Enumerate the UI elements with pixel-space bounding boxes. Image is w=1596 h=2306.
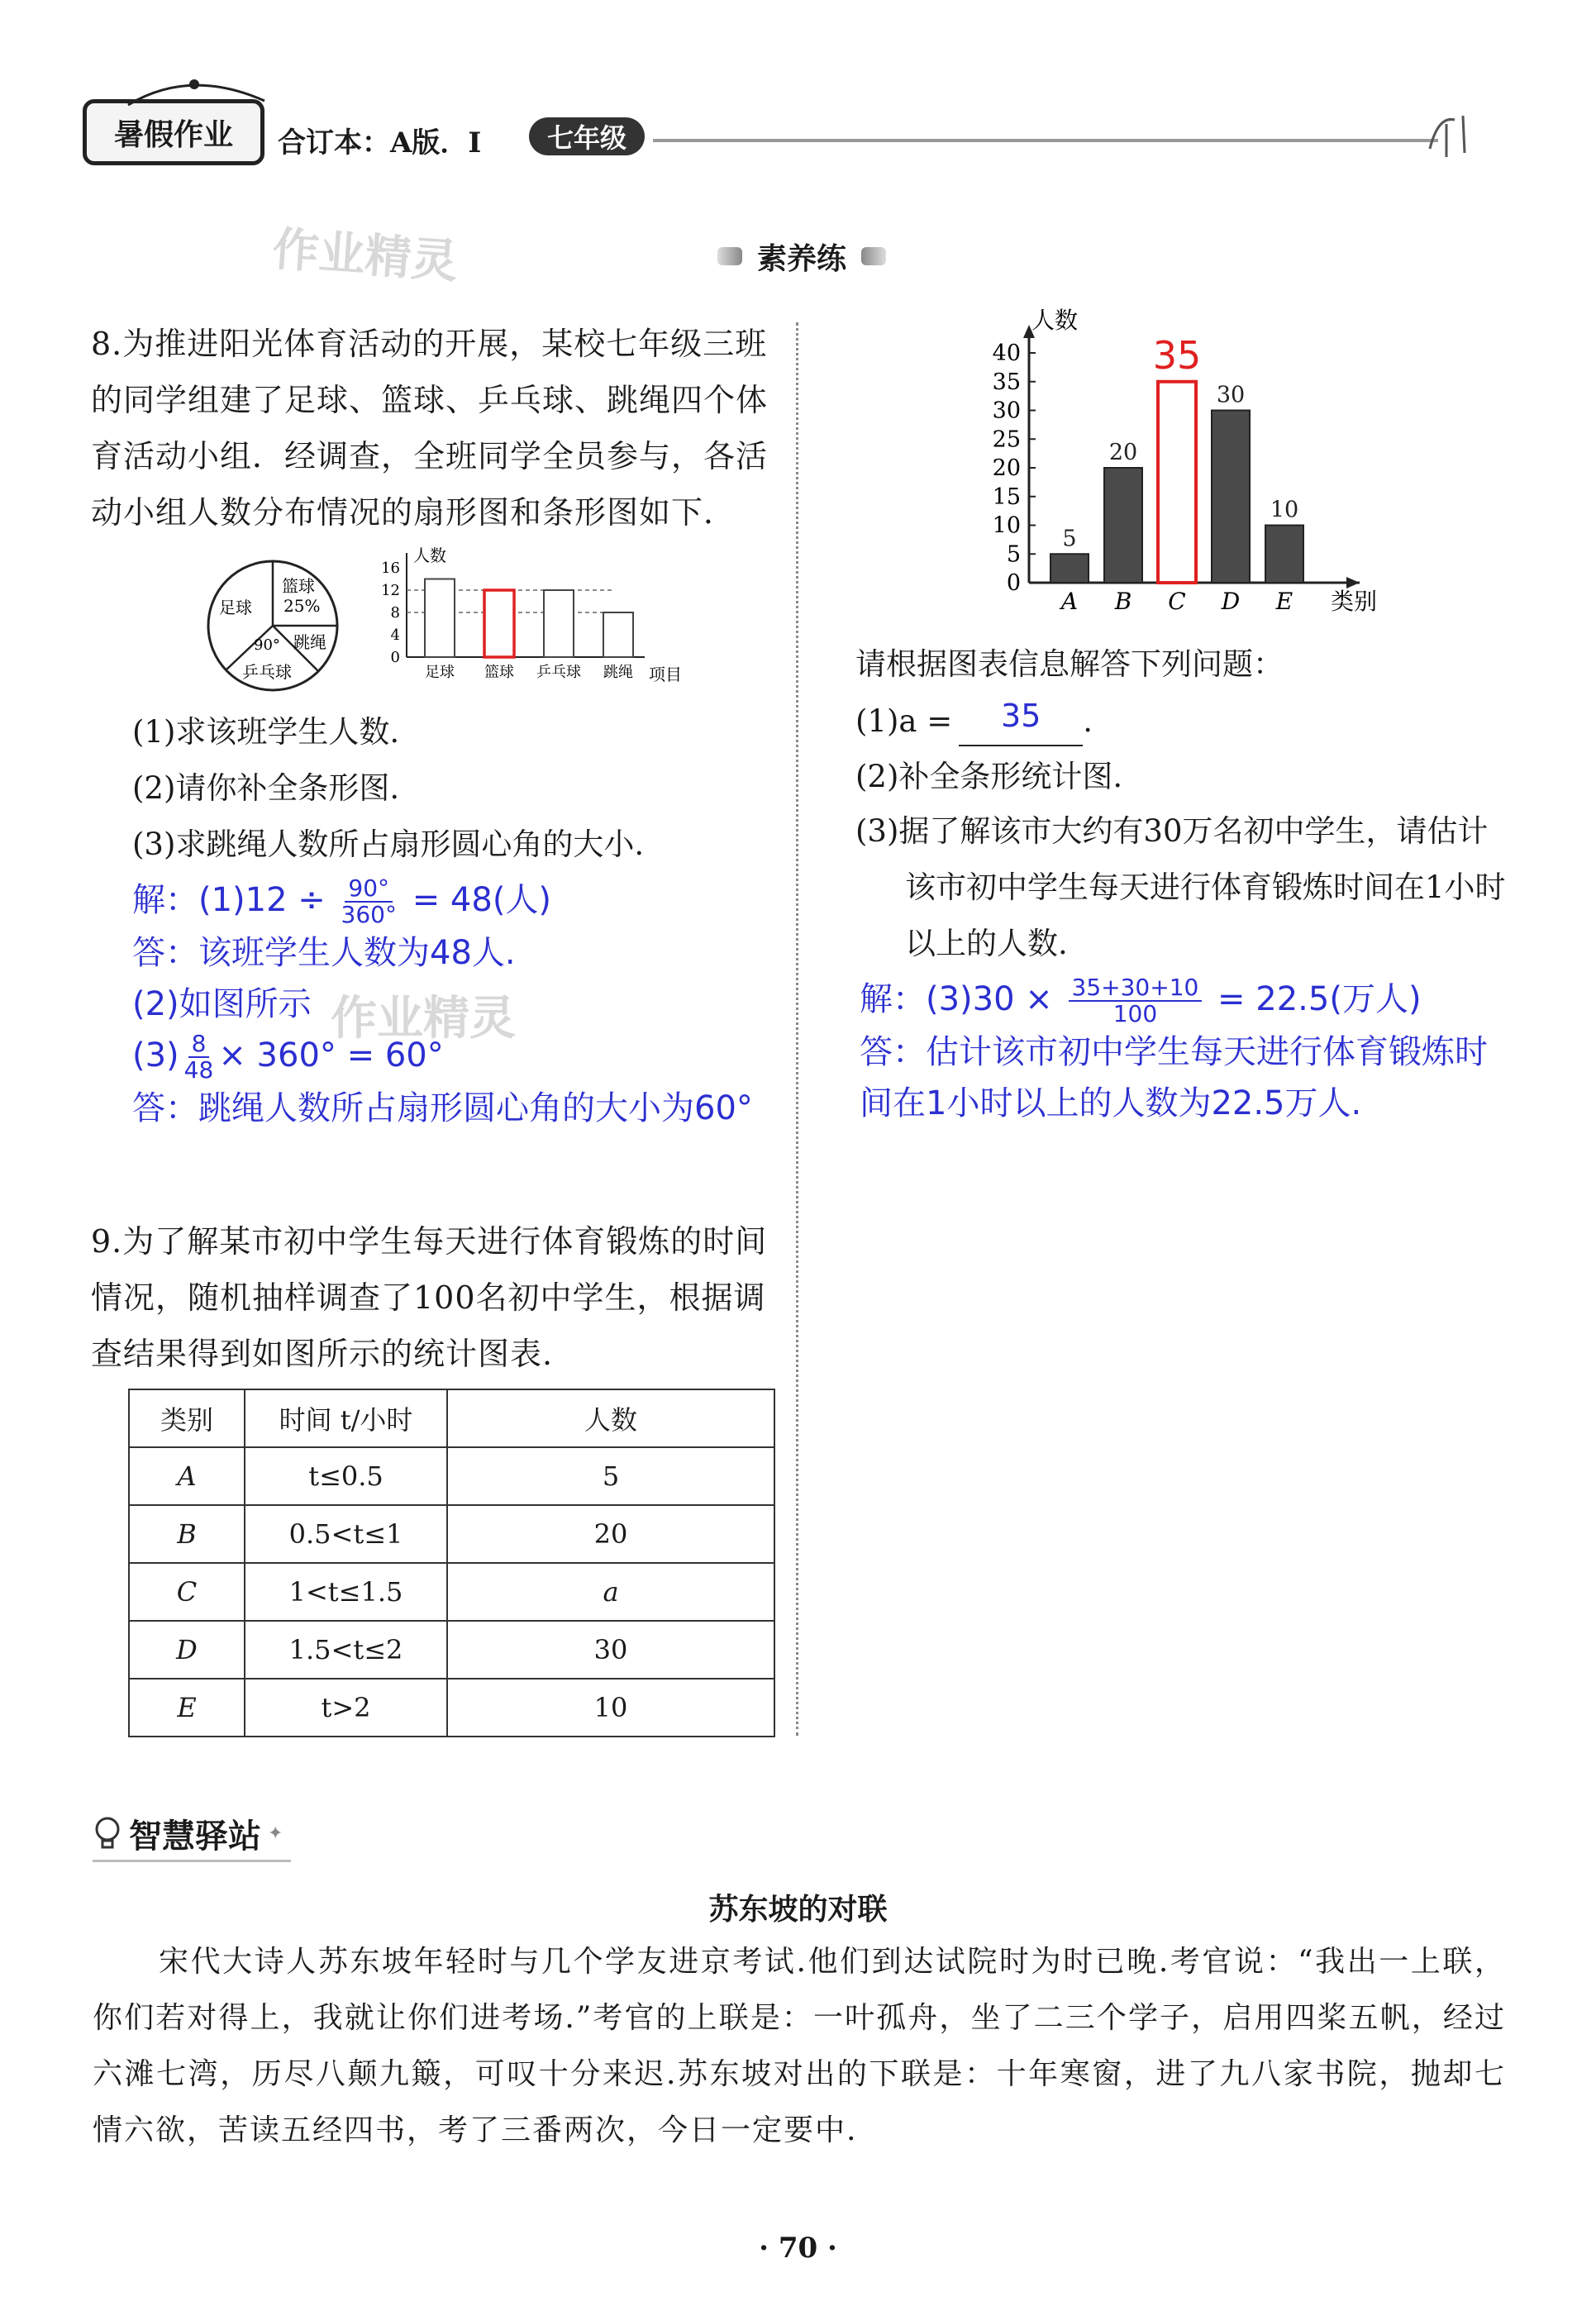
data-label-C: 35 [1152,332,1202,378]
data-label-B: 20 [1108,440,1138,465]
pie-label-basketball: 篮球 [282,576,315,596]
q9-intro: 请根据图表信息解答下列问题： [855,646,1284,682]
x-axis-arrow [1346,577,1360,588]
table-row: C 1<t≤1.5 a [129,1563,774,1621]
page-number: · 70 · [759,2232,837,2265]
q8-bar-chart [364,541,694,690]
q8-frac1-den: 360° [341,901,397,928]
edition-label: 合订本：A版．I [278,126,482,160]
x-tick-label: B [1114,588,1132,615]
q9-table [128,1389,775,1737]
q8-x-tick-label: 篮球 [484,664,514,681]
chart-xlabel: 类别 [1331,588,1378,615]
table-row: E t>2 10 [129,1679,774,1737]
q9-frac-den: 100 [1112,1000,1158,1027]
q9-answer-a: 35 [1001,698,1041,734]
column-divider [796,322,798,1736]
q9-part-2: (2)补全条形统计图. [855,759,1123,794]
q8-part-1: (1)求该班学生人数. [132,714,400,750]
table-row: B 0.5<t≤1 20 [129,1505,774,1563]
q9-frac-num: 35+30+10 [1069,975,1203,1002]
q9-answer-line2: 答：估计该市初中学生每天进行体育锻炼时间在1小时以上的人数为22.5万人. [860,1033,1488,1122]
q8-bar-1 [484,590,514,657]
lightbulb-icon [93,1816,122,1852]
q9-answer-line1: 解：(3)30 × $\frac{35+30+10}{100}$ = 22.5(万人) [860,974,1422,1027]
y-tick-label: 0 [1006,570,1021,596]
y-tick-label: 10 [992,512,1021,539]
pie-label-football: 足球 [219,598,252,617]
q8-frac2-num: 8 [188,1032,210,1058]
y-tick-label: 15 [992,484,1021,510]
x-tick-label: C [1168,588,1186,615]
q9-table-header: 类别 时间 t/小时 人数 [129,1389,774,1447]
table-row: D 1.5<t≤2 30 [129,1621,774,1679]
pie-label-rope: 跳绳 [293,632,326,652]
x-tick-label: E [1275,588,1293,615]
watermark-2: 作业精灵 [331,992,516,1046]
bar-A [1051,554,1089,583]
pie-label-angle: 90° [254,636,280,654]
corner-doodle-icon [1422,107,1479,165]
q9-body: 为了解某市初中学生每天进行体育锻炼的时间情况，随机抽样调查了100名初中学生，根据调查结果得到如图所示的统计图表. [91,1223,768,1372]
story-title: 苏东坡的对联 [708,1892,888,1927]
wisdom-title: 智慧驿站 [129,1818,261,1856]
q8-x-tick-label: 足球 [425,664,455,681]
grade-text: 七年级 [546,122,626,154]
header-rule [653,139,1438,142]
q8-bar-3 [603,612,633,657]
q8-answer-line2: 答：该班学生人数为48人. [132,934,516,972]
q8-x-tick-label: 乒乓球 [536,664,581,681]
q9-bar-chart [950,302,1413,628]
q8-bar-xlabel: 项目 [649,665,682,684]
pie-label-basketball-pct: 25% [283,596,321,616]
q8-bar-0 [425,579,455,658]
y-tick-label: 35 [992,369,1021,395]
data-label-E: 10 [1270,497,1299,523]
watermark: 作业精灵 [270,222,460,289]
y-tick-label: 25 [992,426,1021,453]
q8-x-tick-label: 跳绳 [603,664,633,681]
q8-y-tick-label: 8 [390,604,400,622]
q8-frac1-num: 90° [345,876,393,903]
grade-badge [529,117,645,155]
bar-D [1212,411,1250,584]
bar-C [1158,382,1196,583]
x-tick-label: A [1060,588,1079,615]
y-tick-label: 40 [992,341,1021,366]
bar-E [1265,526,1303,584]
q8-y-tick-label: 16 [381,560,400,577]
q8-answer-line5: 答：跳绳人数所占扇形圆心角的大小为60° [132,1089,753,1127]
y-tick-label: 20 [992,455,1021,481]
q8-part-2: (2)请你补全条形图. [132,770,400,806]
q9-answer [860,974,1521,1129]
section-title: 素养练 [756,241,846,276]
q8-y-tick-label: 12 [381,582,400,599]
bar-B [1104,468,1142,583]
q8-bar-ylabel: 人数 [413,546,446,565]
q8-y-tick-label: 0 [390,649,400,666]
q9-text [91,1213,777,1382]
table-row: A t≤0.5 5 [129,1447,774,1505]
star-icon: ✦ [268,1823,283,1844]
data-label-A: 5 [1062,526,1077,552]
pie-label-pingpong: 乒乓球 [242,662,292,682]
q9-part-3: (3)据了解该市大约有30万名初中学生，请估计该市初中学生每天进行体育锻炼时间在1小时以上的人数. [855,813,1506,961]
q8-frac2-den: 48 [183,1056,214,1084]
brand-string-decoration [124,76,273,109]
y-tick-label: 30 [992,398,1021,424]
data-label-D: 30 [1216,382,1246,408]
q8-number: 8. [91,326,123,362]
q8-y-tick-label: 4 [390,627,400,644]
section-title-bar [678,236,926,277]
wisdom-underline [93,1860,291,1862]
y-tick-label: 5 [1006,541,1021,568]
q8-parts [132,704,644,873]
x-tick-label: D [1221,588,1241,615]
brand-text: 暑假作业 [113,117,233,152]
header-brand [83,99,264,165]
q8-text [91,316,777,541]
q8-body: 为推进阳光体育活动的开展，某校七年级三班的同学组建了足球、篮球、乒乓球、跳绳四个体育活动小组．经调查，全班同学全员参与，各活动小组人数分布情况的扇形图和条形图如下． [91,326,769,531]
q9-number: 9. [91,1223,123,1260]
wisdom-header [93,1810,283,1857]
story-body: 宋代大诗人苏东坡年轻时与几个学友进京考试.他们到达试院时为时已晚.考官说：“我出一上联，你们若对得上，我就让你们进考场.”考官的上联是：一叶孤舟，坐了二三个学子，启用四桨五帆，经过六滩七湾，历尽八颠九簸，可叹十分来迟.苏东坡对出的下联是：十年寒窗，进了九八家书院，抛却七情六欲，苦读五经四书，考了三番两次，今日一定要中. [93,1945,1506,2147]
q8-part-3: (3)求跳绳人数所占扇形圆心角的大小. [132,827,645,862]
q8-pie-chart [202,555,343,696]
q8-answer-line1: 解：(1)12 ÷ $\frac{90^\circ}{360^\circ}$ = 48(人) [132,874,552,928]
q9-part-1: (1)a = 35 . [855,693,1093,751]
chart-ylabel: 人数 [1031,307,1079,334]
q8-answer-line3: (2)如图所示 [132,985,312,1023]
q8-answer-line4: (3) $\frac{8}{48}$ × 360° = 60° [132,1030,444,1084]
q8-bar-2 [544,590,574,657]
